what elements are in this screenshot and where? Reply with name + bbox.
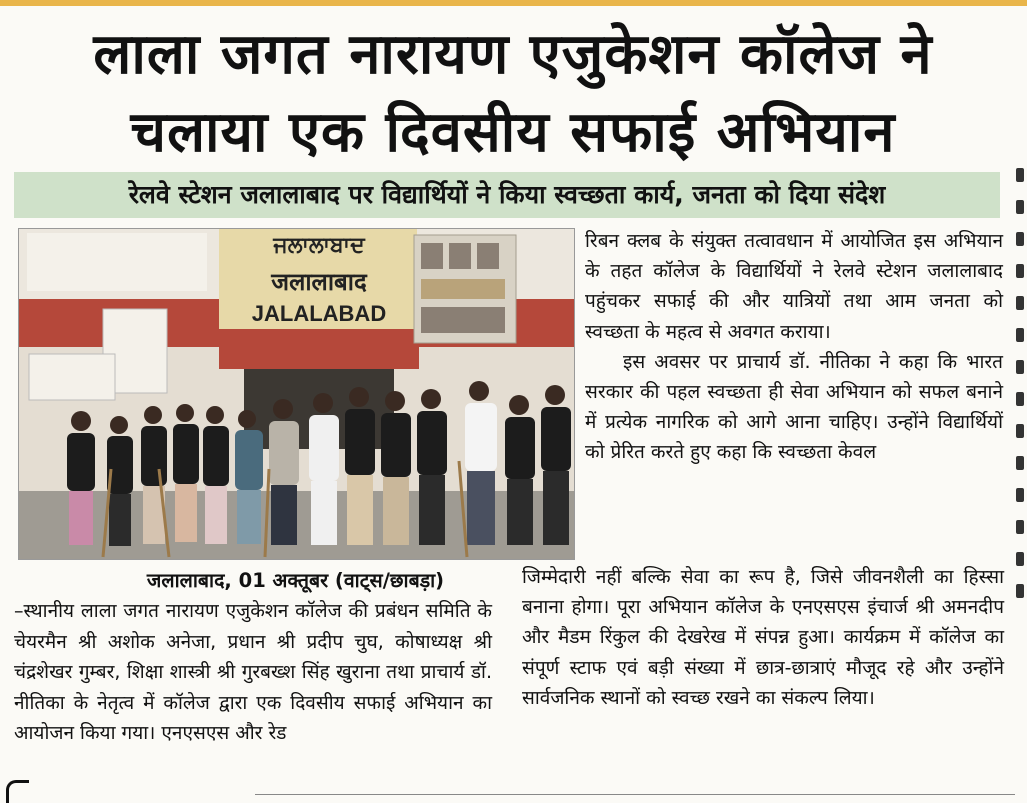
headline-line-1: लाला जगत नारायण एजुकेशन कॉलेज ने bbox=[93, 22, 933, 87]
adjacent-article-edge bbox=[1010, 150, 1027, 803]
article-photo bbox=[18, 228, 575, 560]
right-column-paragraph-2: इस अवसर पर प्राचार्य डॉ. नीतिका ने कहा कि भारत सरकार की पहल स्वच्छता ही सेवा अभियान को सफल बनाने में प्रत्येक नागरिक को आगे आना चाहिए। उन्होंने विद्यार्थियों को प्रेरित करते हुए कहा कि स्वच्छता केवल bbox=[585, 350, 1003, 464]
sign-hindi: जलालाबाद bbox=[271, 268, 367, 296]
headline-line-2: चलाया एक दिवसीय सफाई अभियान bbox=[130, 100, 896, 165]
continuation-text: जिम्मेदारी नहीं बल्कि सेवा का रूप है, जिसे जीवनशैली का हिस्सा बनाना होगा। पूरा अभियान कॉलेज के एनएसएस इंचार्ज श्री अमनदीप और मैडम रिंकुल की देखरेख में संपन्न हुआ। कार्यक्रम में कॉलेज का संपूर्ण स्टाफ एवं बड़ी संख्या में छात्र-छात्राएं मौजूद रहे और उन्होंने सार्वजनिक स्थानों को स्वच्छ रखने का संकल्प लिया। bbox=[522, 566, 1004, 709]
next-article-edge bbox=[6, 780, 29, 803]
left-column-text: –स्थानीय लाला जगत नारायण एजुकेशन कॉलेज की प्रबंधन समिति के चेयरमैन श्री अशोक अनेजा, प्रधान श्री प्रदीप चुघ, कोषाध्यक्ष श्री चंद्रशेखर गुम्बर, शिक्षा शास्त्री श्री गुरबख्श सिंह खुराना तथा प्राचार्य डॉ. नीतिका के नेतृत्व में कॉलेज द्वारा एक दिवसीय सफाई अभियान का आयोजन किया गया। एनएसएस और रेड bbox=[14, 600, 492, 745]
sign-punjabi: ਜਲਾਲਾਬਾਦ bbox=[273, 233, 365, 258]
top-rule bbox=[0, 0, 1027, 6]
subheadline: रेलवे स्टेशन जलालाबाद पर विद्यार्थियों ने किया स्वच्छता कार्य, जनता को दिया संदेश bbox=[14, 172, 1000, 218]
dateline: जलालाबाद, 01 अक्तूबर (वाट्स/छाबड़ा) bbox=[146, 569, 445, 592]
bottom-divider bbox=[255, 794, 1015, 795]
right-column bbox=[585, 226, 1003, 468]
headline bbox=[18, 16, 1008, 172]
right-column-paragraph-1: रिबन क्लब के संयुक्त तत्वावधान में आयोजित इस अभियान के तहत कॉलेज के विद्यार्थियों ने रेलवे स्टेशन जलालाबाद पहुंचकर सफाई की और यात्रियों तथा आम जनता को स्वच्छता के महत्व से अवगत कराया। bbox=[585, 230, 1003, 343]
sign-english: JALALABAD bbox=[251, 301, 387, 326]
group-of-students bbox=[19, 229, 574, 559]
